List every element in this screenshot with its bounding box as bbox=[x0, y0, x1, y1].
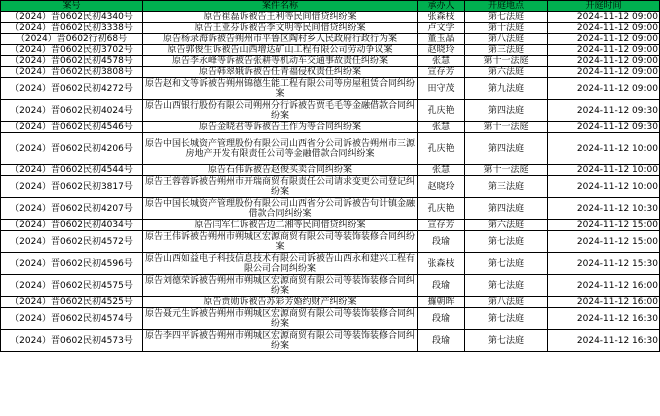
case-name-cell: 原告王亚芬诉被告李文明等民间借贷纠纷案 bbox=[143, 23, 418, 34]
case-number-cell: （2024）晋0602民初3702号 bbox=[1, 45, 143, 56]
col-header-court: 开庭地点 bbox=[465, 1, 548, 12]
case-name-cell: 原告郭俊生诉被告山西增达矿山工程有限公司劳动争议案 bbox=[143, 45, 418, 56]
table-row bbox=[1, 330, 660, 352]
hearing-time-cell: 2024-11-12 16:30 bbox=[548, 330, 660, 352]
case-number-cell: （2024）晋0602民初4578号 bbox=[1, 56, 143, 67]
judge-cell: 孔庆艳 bbox=[418, 100, 465, 122]
case-name-cell: 原告杨录海诉被告朔州市平鲁区陶村乡人民政府行政行为案 bbox=[143, 34, 418, 45]
table-row bbox=[1, 297, 660, 308]
hearing-time-cell: 2024-11-12 15:00 bbox=[548, 231, 660, 253]
table-row bbox=[1, 231, 660, 253]
judge-cell: 赵晓玲 bbox=[418, 45, 465, 56]
case-number-cell: （2024）晋0602民初4207号 bbox=[1, 198, 143, 220]
col-header-judge: 承办人 bbox=[418, 1, 465, 12]
court-location-cell: 第四法庭 bbox=[465, 100, 548, 122]
court-location-cell: 第七法庭 bbox=[465, 231, 548, 253]
case-number-cell: （2024）晋0602民初4340号 bbox=[1, 12, 143, 23]
case-name-cell: 原告山西如益电子科技信息技术有限公司诉被告山西永和建兴工程有限公司合同纠纷案 bbox=[143, 253, 418, 275]
court-location-cell: 第四法庭 bbox=[465, 198, 548, 220]
hearing-time-cell: 2024-11-12 10:00 bbox=[548, 176, 660, 198]
case-name-cell: 原告闫军仁诉被告边二湘等民间借贷纠纷案 bbox=[143, 220, 418, 231]
judge-cell: 张森枝 bbox=[418, 253, 465, 275]
judge-cell: 赵晓玲 bbox=[418, 176, 465, 198]
case-name-cell: 原告赵和文等诉被告朔州锦德生能工程有限公司等房屋租赁合同纠纷案 bbox=[143, 78, 418, 100]
hearing-time-cell: 2024-11-12 09:00 bbox=[548, 23, 660, 34]
judge-cell: 张慧 bbox=[418, 56, 465, 67]
case-number-cell: （2024）晋0602民初4034号 bbox=[1, 220, 143, 231]
court-location-cell: 第七法庭 bbox=[465, 308, 548, 330]
case-number-cell: （2024）晋0602民初4272号 bbox=[1, 78, 143, 100]
case-name-cell: 原告李四平诉被告朔州市朔城区宏源商贸有限公司等装饰装修合同纠纷案 bbox=[143, 330, 418, 352]
case-number-cell: （2024）晋0602民初4574号 bbox=[1, 308, 143, 330]
case-name-cell: 原告贾勋诉被告苏彩芳婚约财产纠纷案 bbox=[143, 297, 418, 308]
case-number-cell: （2024）晋0602民初4024号 bbox=[1, 100, 143, 122]
col-header-case-name: 案件名称 bbox=[143, 1, 418, 12]
table-row bbox=[1, 78, 660, 100]
table-row bbox=[1, 45, 660, 56]
hearing-time-cell: 2024-11-12 10:00 bbox=[548, 165, 660, 176]
table-row bbox=[1, 56, 660, 67]
court-location-cell: 第三法庭 bbox=[465, 45, 548, 56]
hearing-time-cell: 2024-11-12 09:00 bbox=[548, 56, 660, 67]
case-name-cell: 原告山西银行股份有限公司朔州分行诉被告贾毛毛等金融借款合同纠纷案 bbox=[143, 100, 418, 122]
case-number-cell: （2024）晋0602民初4544号 bbox=[1, 165, 143, 176]
case-name-cell: 原告王蓉蓉诉被告朔州市开瑞商贸有限责任公司请求变更公司登记纠纷案 bbox=[143, 176, 418, 198]
table-body bbox=[1, 12, 660, 352]
judge-cell: 孔庆艳 bbox=[418, 198, 465, 220]
hearing-time-cell: 2024-11-12 09:00 bbox=[548, 34, 660, 45]
court-location-cell: 第十法庭 bbox=[465, 23, 548, 34]
case-name-cell: 原告崔磊诉被告王利等民间借贷纠纷案 bbox=[143, 12, 418, 23]
case-number-cell: （2024）晋0602民初4546号 bbox=[1, 122, 143, 133]
judge-cell: 段瑜 bbox=[418, 231, 465, 253]
judge-cell: 张慧 bbox=[418, 122, 465, 133]
case-number-cell: （2024）晋0602民初4573号 bbox=[1, 330, 143, 352]
table-row bbox=[1, 220, 660, 231]
case-name-cell: 原告刘德荣诉被告朔州市朔城区宏源商贸有限公司等装饰装修合同纠纷案 bbox=[143, 275, 418, 297]
judge-cell: 田守茂 bbox=[418, 78, 465, 100]
case-name-cell: 原告王伟诉被告朔州市朔城区宏源商贸有限公司等装饰装修合同纠纷案 bbox=[143, 231, 418, 253]
case-number-cell: （2024）晋0602行初68号 bbox=[1, 34, 143, 45]
judge-cell: 董玉晶 bbox=[418, 34, 465, 45]
judge-cell: 张慧 bbox=[418, 165, 465, 176]
table-row bbox=[1, 176, 660, 198]
case-number-cell: （2024）晋0602民初3817号 bbox=[1, 176, 143, 198]
court-location-cell: 第九法庭 bbox=[465, 78, 548, 100]
judge-cell: 张森枝 bbox=[418, 12, 465, 23]
case-number-cell: （2024）晋0602民初3338号 bbox=[1, 23, 143, 34]
hearing-time-cell: 2024-11-12 09:00 bbox=[548, 45, 660, 56]
court-location-cell: 第十一法庭 bbox=[465, 165, 548, 176]
judge-cell: 段瑜 bbox=[418, 330, 465, 352]
hearing-time-cell: 2024-11-12 09:00 bbox=[548, 12, 660, 23]
case-number-cell: （2024）晋0602民初4206号 bbox=[1, 133, 143, 165]
judge-cell: 攞朝晖 bbox=[418, 297, 465, 308]
table-row bbox=[1, 34, 660, 45]
court-location-cell: 第七法庭 bbox=[465, 330, 548, 352]
table-row bbox=[1, 122, 660, 133]
case-name-cell: 原告韩翠娥诉被告任青福侵权责任纠纷案 bbox=[143, 67, 418, 78]
case-name-cell: 原告李永峰等诉被告张耕等机动车交通事故责任纠纷案 bbox=[143, 56, 418, 67]
table-row bbox=[1, 308, 660, 330]
court-location-cell: 第八法庭 bbox=[465, 297, 548, 308]
hearing-time-cell: 2024-11-12 09:30 bbox=[548, 100, 660, 122]
hearing-time-cell: 2024-11-12 10:00 bbox=[548, 133, 660, 165]
case-number-cell: （2024）晋0602民初4525号 bbox=[1, 297, 143, 308]
case-number-cell: （2024）晋0602民初4596号 bbox=[1, 253, 143, 275]
table-row bbox=[1, 100, 660, 122]
court-location-cell: 第四法庭 bbox=[465, 133, 548, 165]
table-row bbox=[1, 275, 660, 297]
judge-cell: 段瑜 bbox=[418, 308, 465, 330]
table-header-row bbox=[1, 1, 660, 12]
court-location-cell: 第八法庭 bbox=[465, 34, 548, 45]
court-location-cell: 第七法庭 bbox=[465, 253, 548, 275]
hearing-time-cell: 2024-11-12 09:00 bbox=[548, 67, 660, 78]
table-row bbox=[1, 165, 660, 176]
court-location-cell: 第三法庭 bbox=[465, 176, 548, 198]
case-number-cell: （2024）晋0602民初4572号 bbox=[1, 231, 143, 253]
case-number-cell: （2024）晋0602民初4575号 bbox=[1, 275, 143, 297]
col-header-case-no: 案号 bbox=[1, 1, 143, 12]
hearing-time-cell: 2024-11-12 10:30 bbox=[548, 198, 660, 220]
hearing-time-cell: 2024-11-12 09:00 bbox=[548, 78, 660, 100]
case-name-cell: 原告聂元生诉被告朔州市朔城区宏源商贸有限公司等装饰装修合同纠纷案 bbox=[143, 308, 418, 330]
table-row bbox=[1, 133, 660, 165]
case-name-cell: 原告石伟诉被告赵俊买卖合同纠纷案 bbox=[143, 165, 418, 176]
court-location-cell: 第十一法庭 bbox=[465, 56, 548, 67]
hearing-time-cell: 2024-11-12 15:30 bbox=[548, 253, 660, 275]
table-row bbox=[1, 67, 660, 78]
hearing-time-cell: 2024-11-12 09:30 bbox=[548, 122, 660, 133]
col-header-time: 开庭时间 bbox=[548, 1, 660, 12]
judge-cell: 段瑜 bbox=[418, 275, 465, 297]
case-name-cell: 原告中国长城资产管理股份有限公司山西省分公司诉被告句计镇金融借款合同纠纷案 bbox=[143, 198, 418, 220]
judge-cell: 卢文学 bbox=[418, 23, 465, 34]
judge-cell: 宣存芳 bbox=[418, 67, 465, 78]
court-location-cell: 第六法庭 bbox=[465, 67, 548, 78]
court-location-cell: 第七法庭 bbox=[465, 275, 548, 297]
hearing-time-cell: 2024-11-12 16:00 bbox=[548, 297, 660, 308]
case-name-cell: 原告中国长城资产管理股份有限公司山西省分公司诉被告朔州市三源房地产开发有限责任公司等金融借款合同纠纷案 bbox=[143, 133, 418, 165]
hearing-time-cell: 2024-11-12 16:30 bbox=[548, 308, 660, 330]
judge-cell: 宣存芳 bbox=[418, 220, 465, 231]
table-row bbox=[1, 12, 660, 23]
court-location-cell: 第十一法庭 bbox=[465, 122, 548, 133]
table-row bbox=[1, 198, 660, 220]
table-row bbox=[1, 253, 660, 275]
hearing-time-cell: 2024-11-12 15:00 bbox=[548, 220, 660, 231]
court-location-cell: 第六法庭 bbox=[465, 220, 548, 231]
court-location-cell: 第七法庭 bbox=[465, 12, 548, 23]
case-name-cell: 原告金晓君等诉被告王作为等合同纠纷案 bbox=[143, 122, 418, 133]
judge-cell: 孔庆艳 bbox=[418, 133, 465, 165]
hearing-time-cell: 2024-11-12 16:00 bbox=[548, 275, 660, 297]
case-number-cell: （2024）晋0602民初3808号 bbox=[1, 67, 143, 78]
table-row bbox=[1, 23, 660, 34]
